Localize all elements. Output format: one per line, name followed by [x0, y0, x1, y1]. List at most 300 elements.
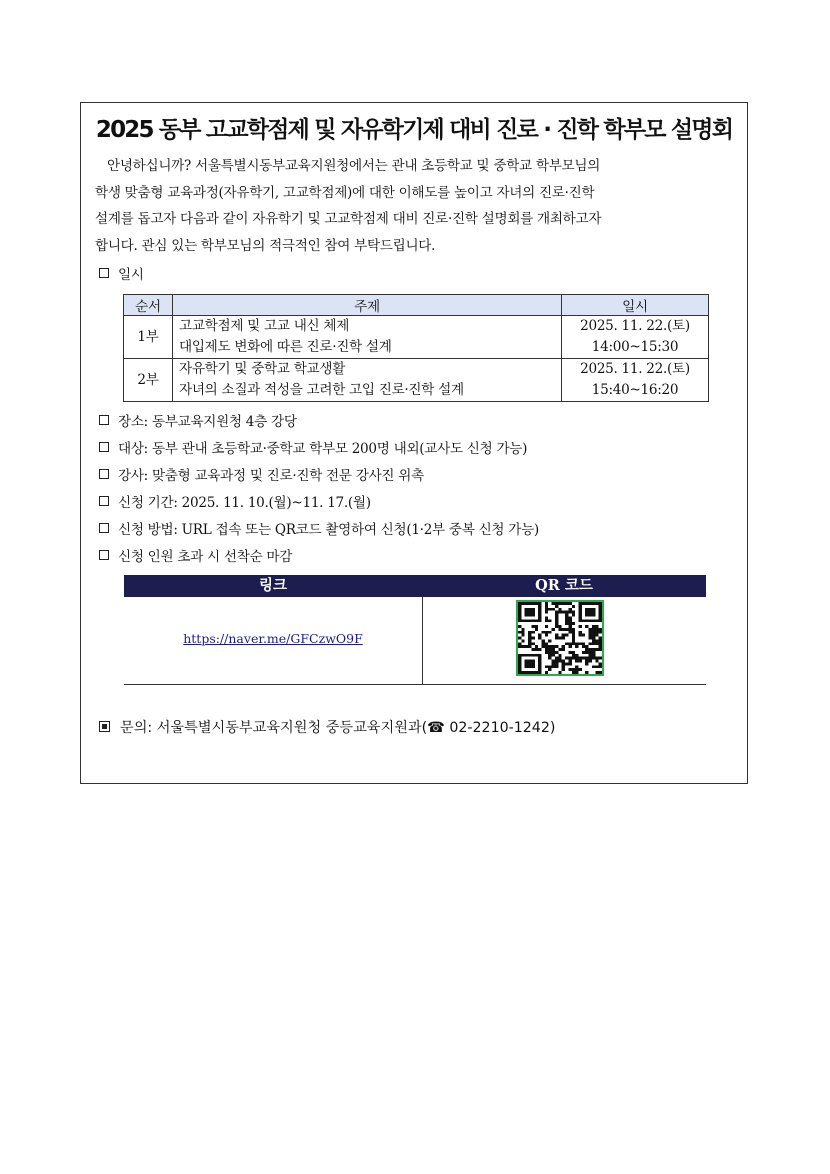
qr-module	[528, 665, 531, 668]
qr-module	[592, 642, 595, 645]
qr-module	[572, 639, 575, 642]
qr-module	[558, 637, 561, 640]
checkbox-square-icon	[99, 550, 109, 560]
qr-module	[582, 619, 585, 622]
qr-module	[545, 671, 548, 674]
qr-module	[538, 634, 541, 637]
qr-module	[538, 614, 541, 617]
qr-module	[528, 611, 531, 614]
qr-module	[558, 671, 561, 674]
qr-module	[518, 619, 521, 622]
qr-module	[545, 645, 548, 648]
qr-module	[528, 654, 531, 657]
qr-module	[568, 631, 571, 634]
qr-module	[531, 608, 534, 611]
qr-module	[585, 619, 588, 622]
qr-module	[575, 660, 578, 663]
qr-module	[595, 671, 598, 674]
qr-module	[518, 616, 521, 619]
qr-module	[535, 671, 538, 674]
qr-module	[521, 639, 524, 642]
qr-module	[535, 619, 538, 622]
qr-module	[582, 642, 585, 645]
qr-module	[555, 622, 558, 625]
qr-module	[538, 671, 541, 674]
checkbox-square-icon	[99, 268, 109, 278]
qr-module	[518, 668, 521, 671]
qr-module	[599, 645, 602, 648]
qr-module	[525, 602, 528, 605]
qr-module	[552, 628, 555, 631]
qr-module	[548, 657, 551, 660]
qr-module	[589, 602, 592, 605]
qr-module	[548, 651, 551, 654]
detail-method: 신청 방법: URL 접속 또는 QR코드 촬영하여 신청(1·2부 중복 신청 가능)	[99, 518, 539, 538]
detail-capacity: 신청 인원 초과 시 선착순 마감	[99, 545, 292, 565]
qr-module	[528, 614, 531, 617]
qr-module	[555, 637, 558, 640]
qr-module	[565, 634, 568, 637]
qr-module	[585, 625, 588, 628]
qr-module	[552, 654, 555, 657]
qr-module	[578, 642, 581, 645]
qr-module	[552, 648, 555, 651]
qr-module	[528, 637, 531, 640]
qr-module	[531, 637, 534, 640]
qr-module	[578, 657, 581, 660]
qr-module	[578, 660, 581, 663]
qr-module	[545, 616, 548, 619]
qr-module	[565, 611, 568, 614]
qr-module	[548, 608, 551, 611]
qr-module	[572, 654, 575, 657]
qr-module	[535, 645, 538, 648]
qr-module	[552, 608, 555, 611]
qr-module	[531, 625, 534, 628]
qr-module	[585, 662, 588, 665]
qr-module	[575, 654, 578, 657]
table-row	[124, 316, 709, 359]
qr-module	[531, 602, 534, 605]
qr-module	[545, 608, 548, 611]
qr-module	[589, 608, 592, 611]
qr-module	[585, 651, 588, 654]
table-bottom-rule	[124, 684, 706, 685]
qr-module	[558, 608, 561, 611]
qr-module	[558, 660, 561, 663]
qr-module	[595, 634, 598, 637]
qr-module	[589, 637, 592, 640]
session-part: 1부	[124, 316, 173, 359]
qr-module	[518, 631, 521, 634]
qr-module	[568, 616, 571, 619]
qr-module	[568, 611, 571, 614]
qr-module	[589, 614, 592, 617]
qr-module	[531, 654, 534, 657]
qr-module	[592, 625, 595, 628]
qr-module	[589, 660, 592, 663]
qr-module	[568, 668, 571, 671]
qr-module	[592, 611, 595, 614]
checkbox-square-icon	[99, 415, 109, 425]
qr-module	[521, 619, 524, 622]
qr-module	[535, 648, 538, 651]
qr-module	[562, 648, 565, 651]
header-datetime: 일시	[562, 295, 709, 316]
qr-module	[599, 657, 602, 660]
qr-module	[562, 660, 565, 663]
qr-module	[545, 648, 548, 651]
qr-module	[582, 602, 585, 605]
qr-module	[521, 634, 524, 637]
qr-module	[545, 631, 548, 634]
qr-module	[585, 614, 588, 617]
qr-module	[558, 657, 561, 660]
qr-module	[568, 657, 571, 660]
session-date: 2025. 11. 22.(토)	[580, 361, 690, 377]
qr-module	[545, 605, 548, 608]
qr-module	[599, 602, 602, 605]
qr-module	[531, 642, 534, 645]
qr-module	[525, 665, 528, 668]
qr-module	[548, 668, 551, 671]
qr-module	[545, 619, 548, 622]
qr-module	[538, 619, 541, 622]
contact-line	[99, 717, 555, 737]
table-divider	[422, 597, 423, 685]
qr-module	[592, 614, 595, 617]
qr-module	[595, 642, 598, 645]
qr-module	[558, 654, 561, 657]
qr-module	[568, 622, 571, 625]
detail-target: 대상: 동부 관내 초등학교·중학교 학부모 200명 내외(교사도 신청 가능)	[99, 437, 527, 457]
qr-module	[538, 602, 541, 605]
qr-module	[528, 671, 531, 674]
qr-module	[545, 642, 548, 645]
qr-module	[555, 602, 558, 605]
qr-module	[565, 657, 568, 660]
qr-module	[562, 668, 565, 671]
qr-module	[575, 671, 578, 674]
qr-module	[589, 648, 592, 651]
qr-module	[555, 611, 558, 614]
schedule-label: 일시	[118, 267, 144, 283]
qr-module	[599, 611, 602, 614]
qr-module	[545, 665, 548, 668]
qr-module	[568, 662, 571, 665]
qr-module	[528, 602, 531, 605]
qr-module	[589, 611, 592, 614]
qr-module	[565, 619, 568, 622]
checkbox-square-icon	[99, 442, 109, 452]
qr-module	[599, 619, 602, 622]
qr-module	[558, 648, 561, 651]
qr-module	[585, 648, 588, 651]
qr-module	[558, 611, 561, 614]
qr-module	[525, 662, 528, 665]
qr-module	[578, 631, 581, 634]
schedule-heading	[99, 263, 144, 283]
session-part: 2부	[124, 359, 173, 402]
qr-module	[572, 657, 575, 660]
qr-module	[525, 619, 528, 622]
qr-module	[599, 671, 602, 674]
qr-module	[528, 634, 531, 637]
qr-module	[538, 657, 541, 660]
qr-module	[558, 625, 561, 628]
qr-module	[599, 642, 602, 645]
qr-module	[555, 625, 558, 628]
qr-module	[528, 645, 531, 648]
qr-module	[545, 651, 548, 654]
qr-module	[582, 657, 585, 660]
qr-module	[518, 645, 521, 648]
qr-module	[585, 660, 588, 663]
qr-module	[518, 642, 521, 645]
qr-module	[518, 625, 521, 628]
qr-module	[531, 614, 534, 617]
qr-module	[548, 645, 551, 648]
qr-module	[545, 634, 548, 637]
schedule-table	[123, 294, 709, 402]
qr-module	[585, 602, 588, 605]
qr-module	[599, 614, 602, 617]
qr-module	[538, 660, 541, 663]
qr-module	[599, 637, 602, 640]
qr-module	[518, 605, 521, 608]
qr-module	[538, 668, 541, 671]
qr-module	[542, 645, 545, 648]
intro-line: 안녕하십니까? 서울특별시동부교육지원청에서는 관내 초등학교 및 중학교 학부모님의	[107, 158, 601, 174]
qr-module	[599, 631, 602, 634]
qr-module	[521, 602, 524, 605]
qr-module	[578, 634, 581, 637]
qr-module	[555, 657, 558, 660]
qr-module	[555, 645, 558, 648]
qr-module	[555, 614, 558, 617]
qr-module	[528, 642, 531, 645]
qr-module	[521, 628, 524, 631]
qr-module	[548, 639, 551, 642]
qr-module	[595, 625, 598, 628]
qr-module	[568, 619, 571, 622]
qr-module	[528, 608, 531, 611]
qr-module	[589, 631, 592, 634]
qr-module	[578, 668, 581, 671]
qr-module	[562, 645, 565, 648]
qr-module	[552, 660, 555, 663]
detail-speaker: 강사: 맞춤형 교육과정 및 진로·진학 전문 강사진 위촉	[99, 464, 424, 484]
qr-module	[565, 642, 568, 645]
qr-module	[518, 602, 521, 605]
qr-module	[568, 625, 571, 628]
qr-module	[535, 602, 538, 605]
qr-module	[572, 668, 575, 671]
checkbox-square-icon	[99, 469, 109, 479]
intro-paragraph	[95, 153, 735, 259]
qr-module	[545, 611, 548, 614]
qr-module	[599, 648, 602, 651]
qr-module	[568, 628, 571, 631]
qr-module	[555, 651, 558, 654]
page-title: 2025 동부 고교학점제 및 자유학기제 대비 진로 · 진학 학부모 설명회	[95, 117, 733, 143]
session-datetime	[562, 359, 709, 402]
qr-module	[568, 660, 571, 663]
qr-module	[575, 645, 578, 648]
qr-module	[595, 665, 598, 668]
qr-module	[592, 634, 595, 637]
filled-square-icon	[99, 721, 110, 732]
qr-module	[562, 662, 565, 665]
qr-module	[518, 665, 521, 668]
qr-module	[582, 645, 585, 648]
qr-module	[555, 616, 558, 619]
qr-module	[518, 654, 521, 657]
qr-module	[582, 634, 585, 637]
qr-module	[592, 657, 595, 660]
qr-module	[595, 648, 598, 651]
qr-module	[528, 639, 531, 642]
qr-module	[552, 651, 555, 654]
qr-module	[525, 654, 528, 657]
intro-line: 학생 맞춤형 교육과정(자유학기, 고교학점제)에 대한 이해도를 높이고 자녀의 진로·진학	[95, 184, 595, 201]
session-topic	[173, 316, 562, 359]
session-topic	[173, 359, 562, 402]
qr-module	[572, 628, 575, 631]
qr-module	[572, 631, 575, 634]
notice-box	[80, 102, 748, 784]
qr-module	[572, 651, 575, 654]
qr-module	[585, 608, 588, 611]
qr-module	[555, 605, 558, 608]
detail-period: 신청 기간: 2025. 11. 10.(월)~11. 17.(월)	[99, 491, 371, 511]
qr-module	[562, 637, 565, 640]
qr-module	[595, 657, 598, 660]
qr-module	[585, 645, 588, 648]
qr-module	[531, 611, 534, 614]
qr-module	[538, 662, 541, 665]
qr-module	[592, 665, 595, 668]
qr-module	[552, 645, 555, 648]
qr-header: QR 코드	[422, 575, 706, 597]
qr-module	[518, 660, 521, 663]
qr-module	[589, 642, 592, 645]
qr-module	[599, 616, 602, 619]
topic-line: 자유학기 및 중학교 학교생활	[179, 361, 346, 377]
qr-module	[548, 648, 551, 651]
qr-module	[525, 660, 528, 663]
link-header: 링크	[124, 575, 422, 597]
qr-module	[531, 631, 534, 634]
qr-module	[575, 657, 578, 660]
qr-module	[535, 625, 538, 628]
qr-module	[538, 648, 541, 651]
qr-module	[575, 642, 578, 645]
qr-module	[578, 614, 581, 617]
qr-module	[599, 605, 602, 608]
qr-module	[518, 614, 521, 617]
qr-module	[585, 611, 588, 614]
qr-module	[575, 668, 578, 671]
qr-module	[531, 671, 534, 674]
qr-module	[578, 625, 581, 628]
header-topic: 주제	[173, 295, 562, 316]
qr-module	[585, 671, 588, 674]
qr-module	[538, 616, 541, 619]
qr-module	[599, 665, 602, 668]
qr-module	[542, 639, 545, 642]
topic-line: 대입제도 변화에 따른 진로·진학 설계	[179, 339, 392, 355]
qr-module	[521, 631, 524, 634]
qr-module	[525, 611, 528, 614]
qr-module	[542, 631, 545, 634]
qr-module	[528, 631, 531, 634]
session-date: 2025. 11. 22.(토)	[580, 318, 690, 334]
checkbox-square-icon	[99, 496, 109, 506]
contact-phone: 02-2210-1242)	[444, 720, 556, 736]
qr-module	[585, 657, 588, 660]
header-order: 순서	[124, 295, 173, 316]
qr-module	[555, 665, 558, 668]
qr-module	[592, 608, 595, 611]
qr-module	[518, 637, 521, 640]
topic-line: 자녀의 소질과 적성을 고려한 고입 진로·진학 설계	[179, 382, 464, 398]
qr-module	[562, 628, 565, 631]
qr-module	[535, 628, 538, 631]
qr-module	[525, 608, 528, 611]
qr-module	[518, 657, 521, 660]
qr-module	[599, 639, 602, 642]
qr-module	[578, 619, 581, 622]
qr-module	[565, 662, 568, 665]
qr-module	[545, 602, 548, 605]
qr-module	[531, 660, 534, 663]
qr-module	[518, 608, 521, 611]
qr-module	[572, 605, 575, 608]
qr-module	[531, 662, 534, 665]
qr-module	[562, 611, 565, 614]
qr-module	[525, 645, 528, 648]
qr-module	[562, 602, 565, 605]
qr-module	[568, 602, 571, 605]
contact-text: 문의: 서울특별시동부교육지원청 중등교육지원과(	[120, 720, 428, 736]
qr-module	[548, 631, 551, 634]
qr-module	[595, 660, 598, 663]
phone-icon: ☎	[427, 720, 445, 736]
qr-code-icon[interactable]	[516, 600, 604, 676]
qr-module	[565, 628, 568, 631]
session-time: 14:00~15:30	[591, 339, 679, 355]
qr-module	[578, 611, 581, 614]
qr-module	[568, 645, 571, 648]
qr-module	[595, 602, 598, 605]
qr-module	[599, 662, 602, 665]
session-time: 15:40~16:20	[591, 382, 679, 398]
qr-module	[568, 642, 571, 645]
qr-module	[592, 602, 595, 605]
qr-module	[528, 662, 531, 665]
qr-module	[558, 602, 561, 605]
qr-module	[531, 665, 534, 668]
qr-module	[589, 657, 592, 660]
qr-module	[565, 622, 568, 625]
qr-module	[578, 602, 581, 605]
registration-link[interactable]: https://naver.me/GFCzwO9F	[183, 631, 363, 646]
qr-module	[552, 602, 555, 605]
qr-module	[552, 662, 555, 665]
qr-module	[592, 628, 595, 631]
intro-line: 합니다. 관심 있는 학부모님의 적극적인 참여 부탁드립니다.	[95, 237, 436, 254]
